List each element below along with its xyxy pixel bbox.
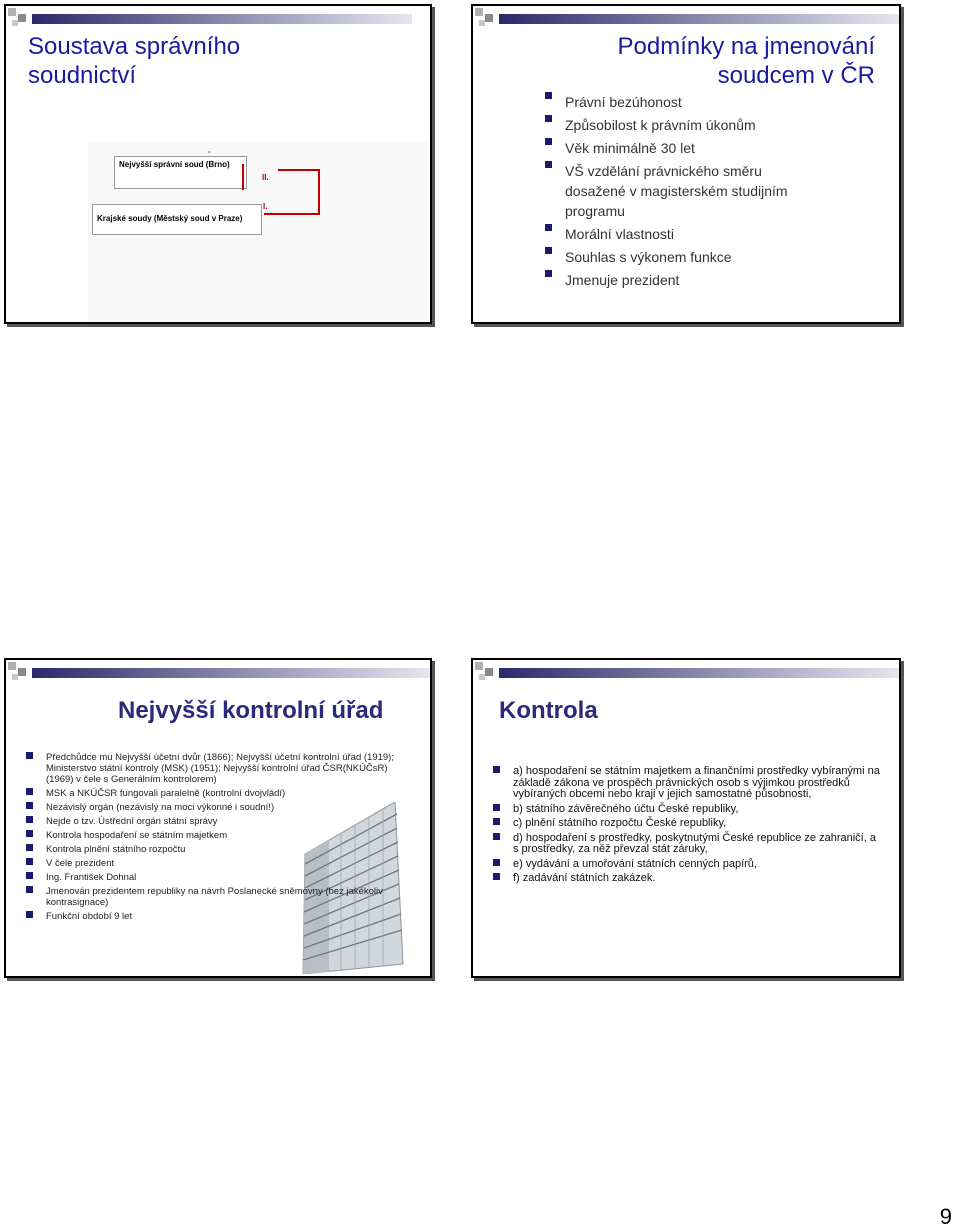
level-label-lower: I.: [263, 202, 268, 211]
slide-decoration: [475, 8, 895, 32]
list-item: c) plnění státního rozpočtu České republiky,: [513, 818, 883, 830]
list-item: Souhlas s výkonem funkce: [565, 247, 825, 267]
slide-decoration: [8, 8, 428, 32]
slide-title: Nejvyšší kontrolní úřad: [118, 697, 384, 724]
list-item: Ing. František Dohnal: [46, 872, 402, 883]
nku-list: [46, 752, 402, 922]
list-item: f) zadávání státních zakázek.: [513, 873, 883, 885]
list-item: V čele prezident: [46, 858, 402, 869]
list-item: Věk minimálně 30 let: [565, 138, 825, 158]
slide-title-line-1: Podmínky na jmenování: [617, 33, 875, 60]
slide-1: [4, 4, 432, 324]
list-item: Předchůdce mu Nejvyšší účetní dvůr (1866); Nejvyšší účetní kontrolní úřad (1919); Ministerstvo státní kontroly (MSK) (1951); Nejvyšší kontrolní úřad ČSR(NKÚČsR) (1969) v čele s Generálním kontrolorem): [46, 752, 402, 785]
page-number: 9: [939, 1204, 952, 1229]
list-item: a) hospodaření se státním majetkem a finančními prostředky vybíranými na základě zákona ve prospěch právnických osob s výjimkou prostředků vybíraných obcemi nebo kraji v jejich samostatné působnosti,: [513, 766, 883, 801]
list-item: Způsobilost k právním úkonům: [565, 115, 825, 135]
connector-line: [264, 213, 320, 215]
slide-title-line-2: soudcem v ČR: [717, 62, 875, 90]
slide-title: Soustava správního soudnictví: [28, 33, 241, 90]
list-item: b) státního závěrečného účtu České republiky,: [513, 804, 883, 816]
list-item: Funkční období 9 let: [46, 911, 402, 922]
list-item: Nejde o tzv. Ústřední orgán státní správy: [46, 816, 402, 827]
slide-decoration: [475, 662, 895, 686]
list-item: e) vydávání a umořování státních cenných papírů,: [513, 859, 883, 871]
kontrola-list: [513, 766, 883, 885]
slide-4: [471, 658, 901, 978]
list-item: Morální vlastnosti: [565, 224, 825, 244]
slide-title: [495, 32, 875, 91]
list-item: VŠ vzdělání právnického směru dosažené v magisterském studijním programu: [565, 161, 825, 221]
tick-mark: -: [208, 147, 211, 156]
connector-line: [278, 169, 320, 171]
list-item: Jmenuje prezident: [565, 270, 825, 290]
list-item: Právní bezúhonost: [565, 92, 825, 112]
list-item: d) hospodaření s prostředky, poskytnutými České republice ze zahraničí, a s prostředky, za něž převzal stát záruky,: [513, 833, 883, 856]
supreme-admin-court-box: Nejvyšší správní soud (Brno): [114, 156, 247, 189]
connector-line: [318, 169, 320, 215]
list-item: Jmenován prezidentem republiky na návrh Poslanecké sněmovny (bez jakékoliv kontrasignace): [46, 886, 402, 908]
regional-courts-box: Krajské soudy (Městský soud v Praze): [92, 204, 262, 235]
connector-line: [242, 164, 244, 190]
list-item: Nezávislý orgán (nezávislý na moci výkonné i soudní!): [46, 802, 402, 813]
conditions-list: [565, 92, 825, 290]
slide-decoration: [8, 662, 428, 686]
slide-3: [4, 658, 432, 978]
list-item: Kontrola plnění státního rozpočtu: [46, 844, 402, 855]
slide-2: [471, 4, 901, 324]
slide-title: Kontrola: [499, 697, 598, 724]
level-label-upper: II.: [262, 173, 269, 182]
list-item: MSK a NKÚČSR fungovali paralelně (kontrolní dvojvládí): [46, 788, 402, 799]
list-item: Kontrola hospodaření se státním majetkem: [46, 830, 402, 841]
